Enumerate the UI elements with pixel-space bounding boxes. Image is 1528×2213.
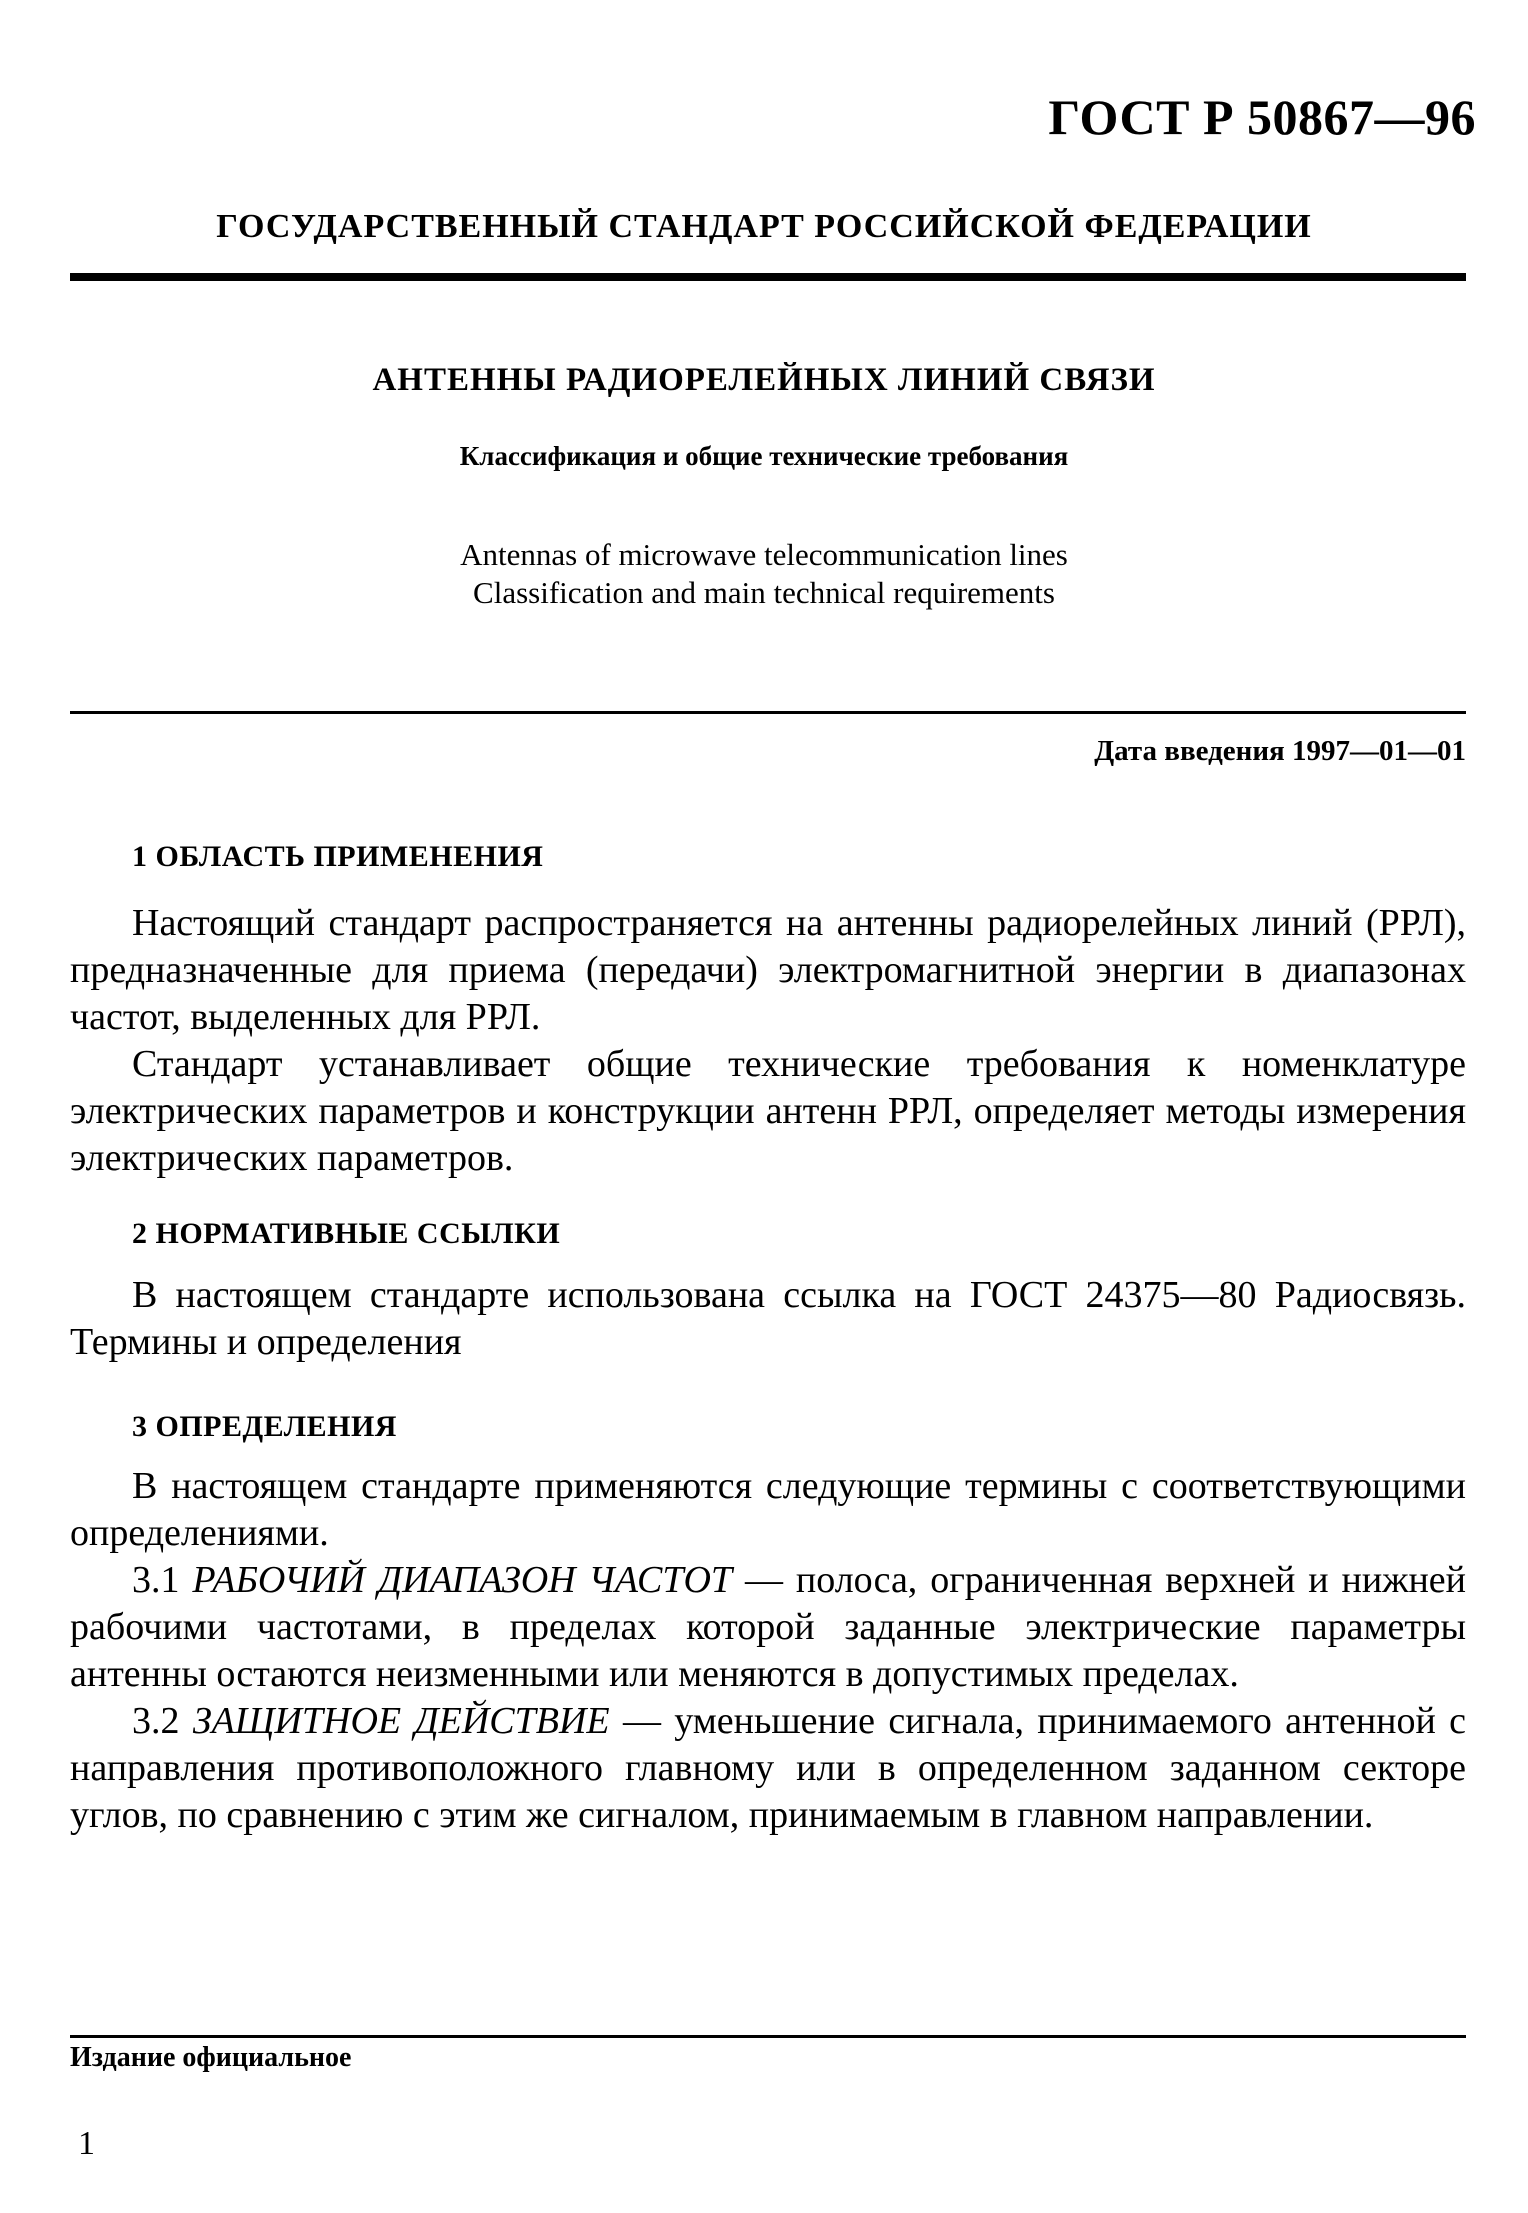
paragraph: В настоящем стандарте применяются следующие термины с соответствующими определениями. xyxy=(70,1465,1466,1554)
english-title xyxy=(0,536,1528,612)
definition xyxy=(70,1698,1466,1839)
definition-term: РАБОЧИЙ ДИАПАЗОН ЧАСТОТ xyxy=(192,1559,733,1601)
definition-term: ЗАЩИТНОЕ ДЕЙСТВИЕ xyxy=(192,1700,610,1742)
footer-divider xyxy=(70,2035,1466,2038)
definition xyxy=(70,1557,1466,1698)
document-subtitle: Классификация и общие технические требования xyxy=(459,441,1069,471)
section-heading: 3 ОПРЕДЕЛЕНИЯ xyxy=(132,1410,397,1443)
section-body xyxy=(70,1463,1466,1839)
paragraph: Настоящий стандарт распространяется на антенны радиорелейных линий (РРЛ), предназначенные для приема (передачи) электромагнитной энергии в диапазонах частот, выделенных для РРЛ. xyxy=(70,902,1466,1038)
section-heading: 1 ОБЛАСТЬ ПРИМЕНЕНИЯ xyxy=(132,840,544,873)
english-title-line: Classification and main technical requirements xyxy=(473,575,1055,610)
state-standard-heading: ГОСУДАРСТВЕННЫЙ СТАНДАРТ РОССИЙСКОЙ ФЕДЕРАЦИИ xyxy=(216,208,1312,245)
header-divider xyxy=(70,273,1466,281)
paragraph: В настоящем стандарте использована ссылка на ГОСТ 24375—80 Радиосвязь. Термины и определения xyxy=(70,1274,1466,1363)
edition-label: Издание официальное xyxy=(70,2042,352,2073)
definition-number: 3.2 xyxy=(132,1700,180,1742)
section-body xyxy=(70,1272,1466,1366)
paragraph: Стандарт устанавливает общие технические требования к номенклатуре электрических параметров и конструкции антенн РРЛ, определяет методы измерения электрических параметров. xyxy=(70,1043,1466,1179)
definition-text: — уменьшение сигнала, принимаемого антенной с направления противоположного главному или в определенном заданном секторе углов, по сравнению с этим же сигналом, принимаемым в главном направлении. xyxy=(70,1700,1466,1836)
document-number: ГОСТ Р 50867—96 xyxy=(1048,89,1476,145)
introduction-date: Дата введения 1997—01—01 xyxy=(1094,735,1466,767)
definition-number: 3.1 xyxy=(132,1559,180,1601)
page-number: 1 xyxy=(78,2125,95,2162)
section-body xyxy=(70,900,1466,1182)
definition-text: — полоса, ограниченная верхней и нижней рабочими частотами, в пределах которой заданные электрические параметры антенны остаются неизменными или меняются в допустимых пределах. xyxy=(70,1559,1466,1695)
section-heading: 2 НОРМАТИВНЫЕ ССЫЛКИ xyxy=(132,1217,561,1250)
document-title: АНТЕННЫ РАДИОРЕЛЕЙНЫХ ЛИНИЙ СВЯЗИ xyxy=(372,362,1156,398)
english-title-line: Antennas of microwave telecommunication lines xyxy=(460,537,1068,572)
title-divider xyxy=(70,711,1466,714)
